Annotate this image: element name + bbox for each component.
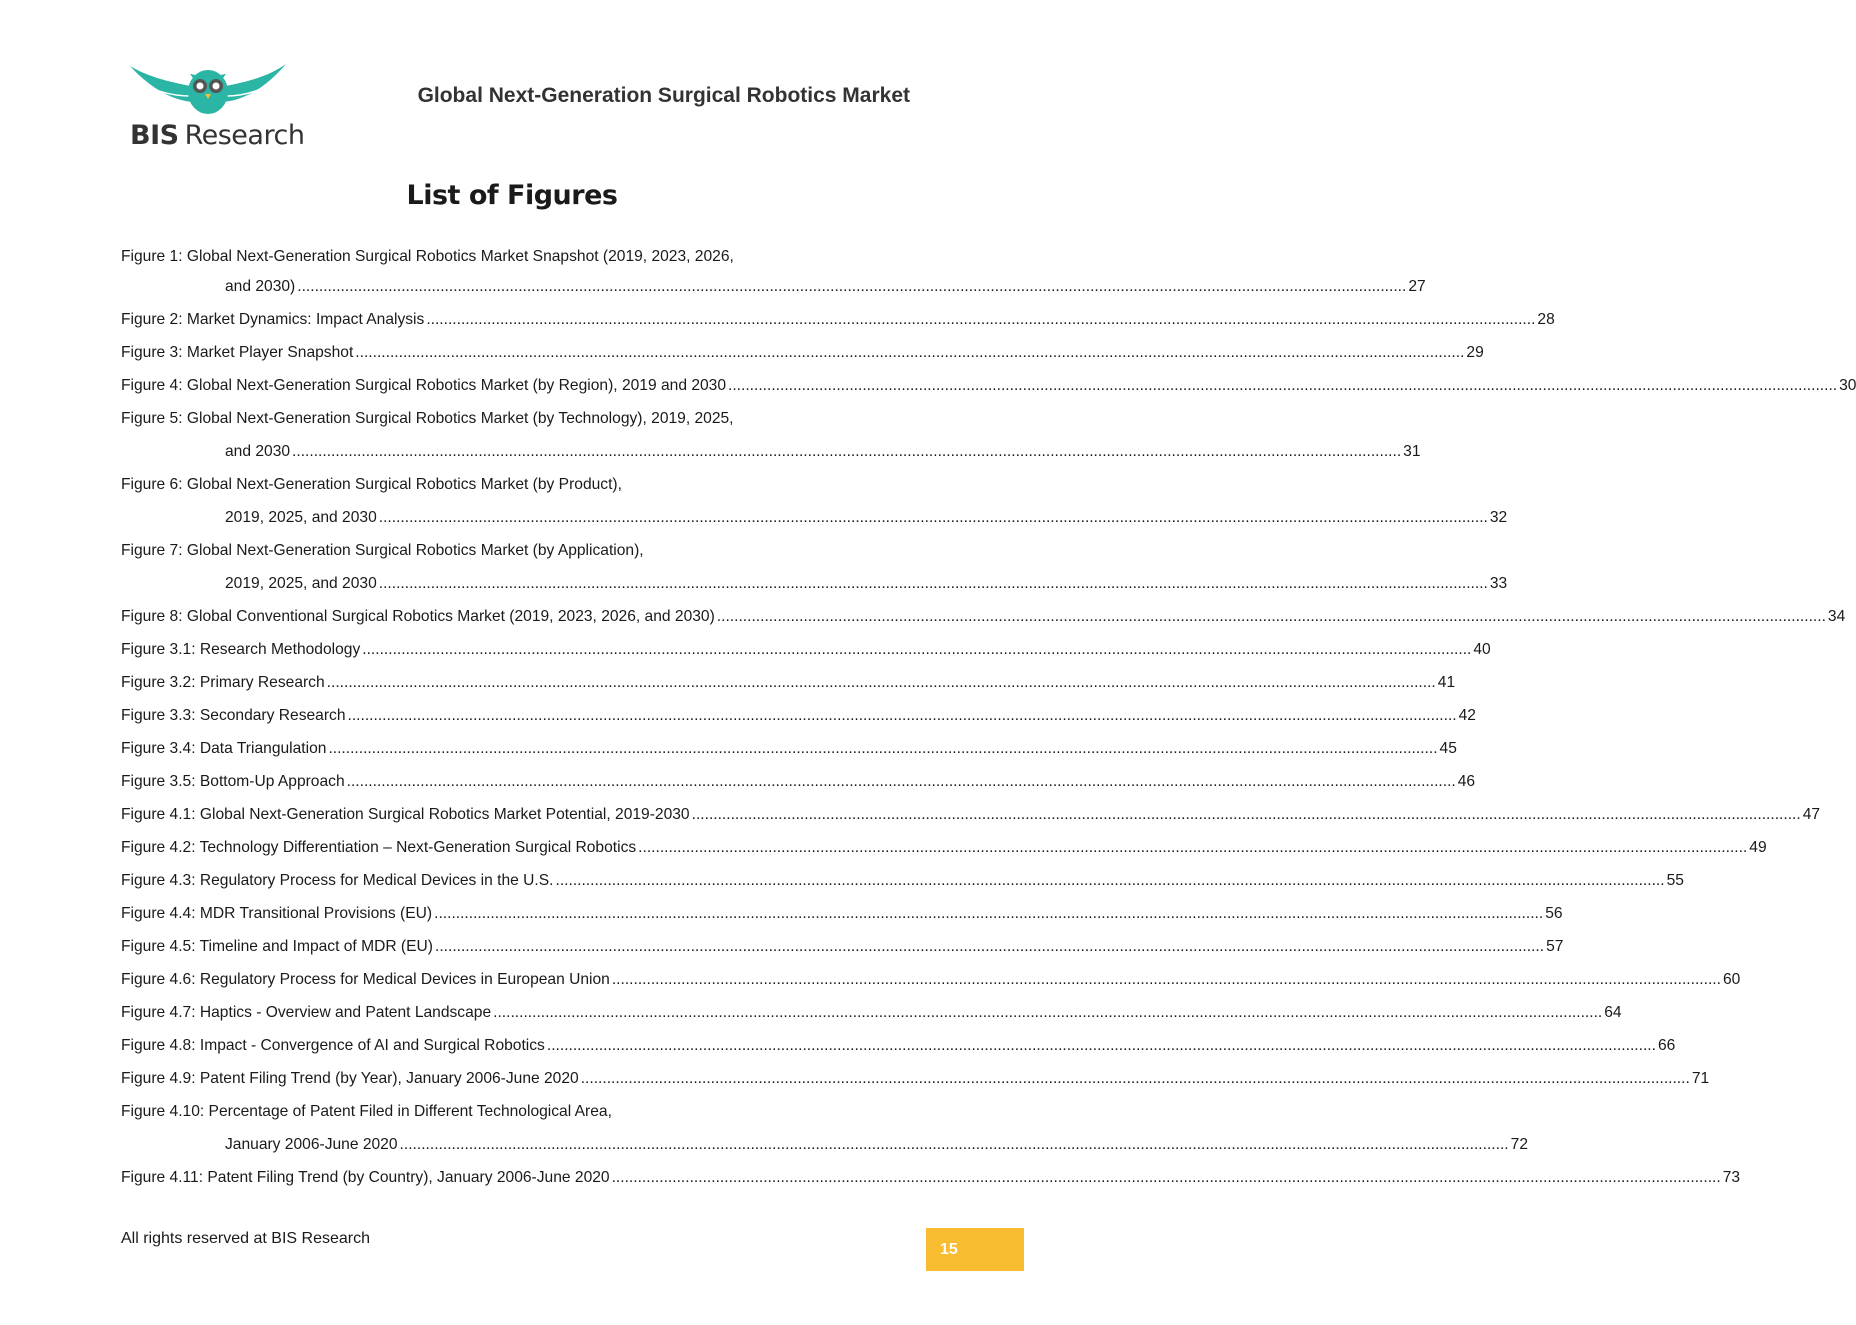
- figure-entry[interactable]: [121, 1166, 1741, 1199]
- figure-entry[interactable]: [121, 440, 1421, 473]
- figure-page-number: 49: [1749, 839, 1767, 856]
- figure-page-number: 42: [1458, 707, 1476, 724]
- dot-leader: [717, 605, 1826, 629]
- figure-page-number: 47: [1802, 806, 1821, 823]
- logo-brand-light: Research: [184, 120, 305, 151]
- figure-entry[interactable]: [121, 605, 1846, 638]
- dot-leader: [547, 1034, 1656, 1058]
- owl-icon: [128, 60, 288, 116]
- figure-title: and 2030): [225, 278, 296, 295]
- figure-entry[interactable]: [121, 245, 911, 275]
- figure-entry[interactable]: [121, 539, 911, 572]
- page-title: List of Figures: [406, 180, 618, 211]
- figure-entry[interactable]: [121, 275, 1426, 308]
- figure-entry[interactable]: [121, 935, 1564, 968]
- figure-title: Figure 4.8: Impact - Convergence of AI and Surgical Robotics: [121, 1037, 545, 1054]
- figure-entry[interactable]: [121, 869, 1684, 902]
- dot-leader: [581, 1067, 1690, 1091]
- dot-leader: [400, 1133, 1509, 1157]
- figure-page-number: 27: [1408, 278, 1426, 295]
- figure-entry[interactable]: [121, 341, 1484, 374]
- footer-copyright: All rights reserved at BIS Research: [121, 1230, 370, 1247]
- figure-entry[interactable]: [121, 671, 1456, 704]
- figure-page-number: 34: [1827, 608, 1846, 625]
- dot-leader: [493, 1001, 1602, 1025]
- figure-entry[interactable]: [121, 572, 1508, 605]
- figure-title: Figure 5: Global Next-Generation Surgical Robotics Market (by Technology), 2019, 2025,: [121, 410, 734, 427]
- figure-title: Figure 3.3: Secondary Research: [121, 707, 346, 724]
- figure-page-number: 71: [1691, 1070, 1710, 1087]
- figure-page-number: 45: [1439, 740, 1457, 757]
- figure-page-number: 31: [1403, 443, 1421, 460]
- figure-page-number: 29: [1466, 344, 1484, 361]
- figure-title: 2019, 2025, and 2030: [225, 509, 377, 526]
- figure-page-number: 57: [1546, 938, 1564, 955]
- figure-entry[interactable]: [121, 1001, 1622, 1034]
- figure-entry[interactable]: [121, 968, 1741, 1001]
- dot-leader: [355, 341, 1464, 365]
- figure-page-number: 66: [1657, 1037, 1676, 1054]
- header-title: Global Next-Generation Surgical Robotics Market: [417, 84, 910, 107]
- figure-entry[interactable]: [121, 1034, 1676, 1067]
- page-number-badge: [926, 1228, 1024, 1271]
- dot-leader: [638, 836, 1747, 860]
- figure-title: Figure 4.7: Haptics - Overview and Patent Landscape: [121, 1004, 492, 1021]
- figure-entry[interactable]: [121, 1133, 1528, 1166]
- figure-title: Figure 4.11: Patent Filing Trend (by Country), January 2006-June 2020: [121, 1169, 610, 1186]
- figure-title: Figure 4.6: Regulatory Process for Medical Devices in European Union: [121, 971, 610, 988]
- figure-title: Figure 2: Market Dynamics: Impact Analysis: [121, 311, 425, 328]
- figure-title: Figure 4.9: Patent Filing Trend (by Year), January 2006-June 2020: [121, 1070, 579, 1087]
- figure-page-number: 30: [1839, 377, 1856, 394]
- figure-title: Figure 3.4: Data Triangulation: [121, 740, 327, 757]
- page-number: 15: [940, 1240, 958, 1258]
- figure-page-number: 28: [1537, 311, 1555, 328]
- dot-leader: [328, 737, 1437, 761]
- figure-page-number: 55: [1666, 872, 1684, 889]
- figure-page-number: 60: [1722, 971, 1741, 988]
- figure-title: Figure 3.5: Bottom-Up Approach: [121, 773, 345, 790]
- figure-title: Figure 6: Global Next-Generation Surgical Robotics Market (by Product),: [121, 476, 622, 493]
- figure-page-number: 46: [1457, 773, 1476, 790]
- dot-leader: [555, 869, 1664, 893]
- figure-title: 2019, 2025, and 2030: [225, 575, 377, 592]
- dot-leader: [379, 572, 1488, 596]
- figure-page-number: 32: [1489, 509, 1508, 526]
- dot-leader: [612, 1166, 1721, 1190]
- figure-entry[interactable]: [121, 737, 1457, 770]
- dot-leader: [292, 440, 1401, 464]
- figure-title: Figure 4: Global Next-Generation Surgical Robotics Market (by Region), 2019 and 2030: [121, 377, 727, 394]
- figure-title: Figure 3.1: Research Methodology: [121, 641, 361, 658]
- figure-entry[interactable]: [121, 770, 1476, 803]
- figure-title: Figure 4.10: Percentage of Patent Filed in Different Technological Area,: [121, 1103, 612, 1120]
- figure-page-number: 40: [1473, 641, 1491, 658]
- figure-title: Figure 4.3: Regulatory Process for Medical Devices in the U.S.: [121, 872, 554, 889]
- dot-leader: [612, 968, 1721, 992]
- figure-page-number: 41: [1437, 674, 1456, 691]
- dot-leader: [362, 638, 1471, 662]
- dot-leader: [728, 374, 1837, 398]
- dot-leader: [434, 902, 1543, 926]
- figure-page-number: 73: [1722, 1169, 1741, 1186]
- figure-entry[interactable]: [121, 1067, 1710, 1100]
- figure-page-number: 64: [1604, 1004, 1622, 1021]
- figure-page-number: 33: [1489, 575, 1508, 592]
- logo-brand-bold: BIS: [130, 120, 179, 151]
- figure-title: Figure 4.4: MDR Transitional Provisions (EU): [121, 905, 433, 922]
- dot-leader: [297, 275, 1406, 299]
- figure-title: Figure 4.5: Timeline and Impact of MDR (EU): [121, 938, 433, 955]
- dot-leader: [327, 671, 1436, 695]
- figure-title: Figure 4.2: Technology Differentiation – Next-Generation Surgical Robotics: [121, 839, 637, 856]
- dot-leader: [347, 770, 1456, 794]
- figure-entry[interactable]: [121, 506, 1508, 539]
- figure-list: [121, 245, 1856, 1199]
- figure-entry[interactable]: [121, 803, 1821, 836]
- dot-leader: [426, 308, 1535, 332]
- figure-entry[interactable]: [121, 638, 1491, 671]
- figure-entry[interactable]: [121, 704, 1476, 737]
- figure-page-number: 72: [1510, 1136, 1528, 1153]
- logo-wordmark: [130, 120, 304, 151]
- figure-entry[interactable]: [121, 308, 1555, 341]
- dot-leader: [348, 704, 1457, 728]
- figure-entry[interactable]: [121, 902, 1563, 935]
- figure-title: Figure 1: Global Next-Generation Surgical Robotics Market Snapshot (2019, 2023, 2026,: [121, 248, 734, 265]
- figure-entry[interactable]: [121, 374, 1856, 407]
- dot-leader: [379, 506, 1488, 530]
- figure-title: Figure 3: Market Player Snapshot: [121, 344, 354, 361]
- dot-leader: [435, 935, 1544, 959]
- figure-title: Figure 4.1: Global Next-Generation Surgical Robotics Market Potential, 2019-2030: [121, 806, 690, 823]
- figure-entry[interactable]: [121, 407, 911, 440]
- figure-title: January 2006-June 2020: [225, 1136, 398, 1153]
- bis-research-logo: [128, 60, 305, 152]
- figure-entry[interactable]: [121, 473, 911, 506]
- figure-title: Figure 7: Global Next-Generation Surgical Robotics Market (by Application),: [121, 542, 644, 559]
- figure-title: Figure 8: Global Conventional Surgical Robotics Market (2019, 2023, 2026, and 2030): [121, 608, 715, 625]
- dot-leader: [692, 803, 1801, 827]
- figure-page-number: 56: [1545, 905, 1563, 922]
- figure-entry[interactable]: [121, 836, 1767, 869]
- figure-title: and 2030: [225, 443, 291, 460]
- figure-title: Figure 3.2: Primary Research: [121, 674, 325, 691]
- figure-entry[interactable]: [121, 1100, 911, 1133]
